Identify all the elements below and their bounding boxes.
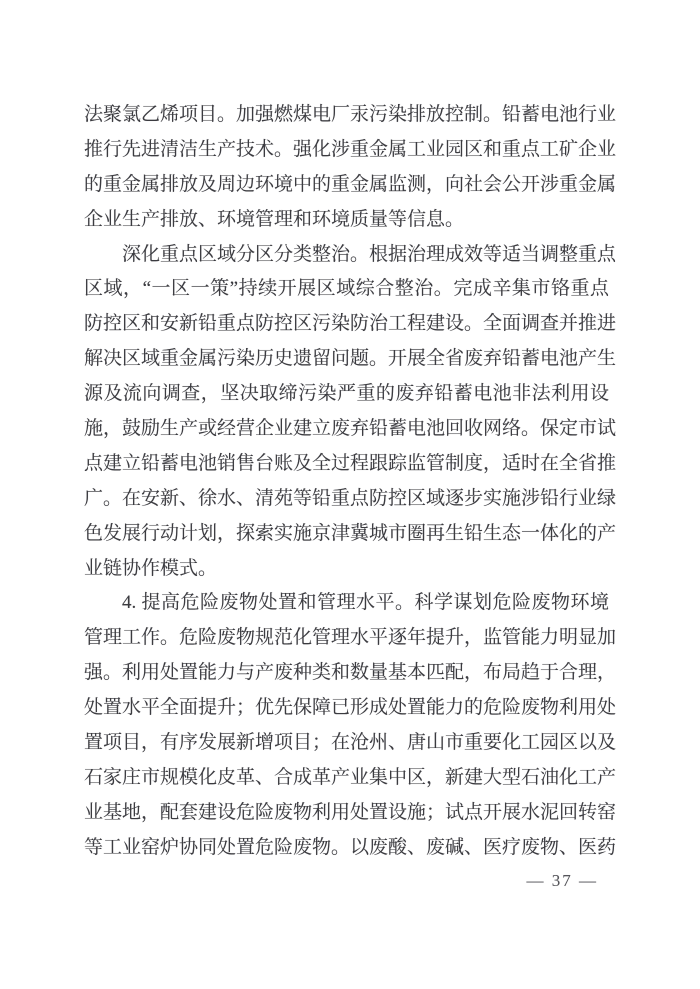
text-line: 施，鼓励生产或经营企业建立废弃铅蓄电池回收网络。保定市试 [84,418,617,440]
text-line: 4. 提高危险废物处置和管理水平。科学谋划危险废物环境 [122,592,609,614]
text-line: 石家庄市规模化皮革、合成革产业集中区，新建大型石油化工产 [84,766,617,788]
text-line: 置项目，有序发展新增项目；在沧州、唐山市重要化工园区以及 [84,732,617,754]
text-line: 企业生产排放、环境管理和环境质量等信息。 [84,208,465,230]
document-body [84,98,617,866]
text-line: 业链协作模式。 [84,557,218,579]
text-line: 广。在安新、徐水、清苑等铅重点防控区域逐步实施涉铅行业绿 [84,487,617,509]
text-line: 处置水平全面提升；优先保障已形成处置能力的危险废物利用处 [84,697,617,719]
text-line: 防控区和安新铅重点防控区污染防治工程建设。全面调查并推进 [84,313,617,335]
text-line: 区域，“一区一策”持续开展区域综合整治。完成辛集市铬重点 [84,278,609,300]
text-line: 推行先进清洁生产技术。强化涉重金属工业园区和重点工矿企业 [84,138,617,160]
page-number: — 37 — [526,871,598,890]
text-line: 源及流向调查，坚决取缔污染严重的废弃铅蓄电池非法利用设 [84,383,609,405]
text-line: 等工业窑炉协同处置危险废物。以废酸、废碱、医疗废物、医药 [84,836,617,858]
text-line: 强。利用处置能力与产废种类和数量基本匹配，布局趋于合理， [84,662,617,684]
text-line: 深化重点区域分区分类整治。根据治理成效等适当调整重点 [122,243,617,265]
text-line: 管理工作。危险废物规范化管理水平逐年提升，监管能力明显加 [84,627,617,649]
text-line: 解决区域重金属污染历史遗留问题。开展全省废弃铅蓄电池产生 [84,348,617,370]
text-line: 色发展行动计划，探索实施京津冀城市圈再生铅生态一体化的产 [84,522,617,544]
text-line: 点建立铅蓄电池销售台账及全过程跟踪监管制度，适时在全省推 [84,452,617,474]
text-line: 法聚氯乙烯项目。加强燃煤电厂汞污染排放控制。铅蓄电池行业 [84,104,617,125]
text-line: 业基地，配套建设危险废物利用处置设施；试点开展水泥回转窑 [84,801,617,823]
text-line: 的重金属排放及周边环境中的重金属监测，向社会公开涉重金属 [84,173,617,195]
